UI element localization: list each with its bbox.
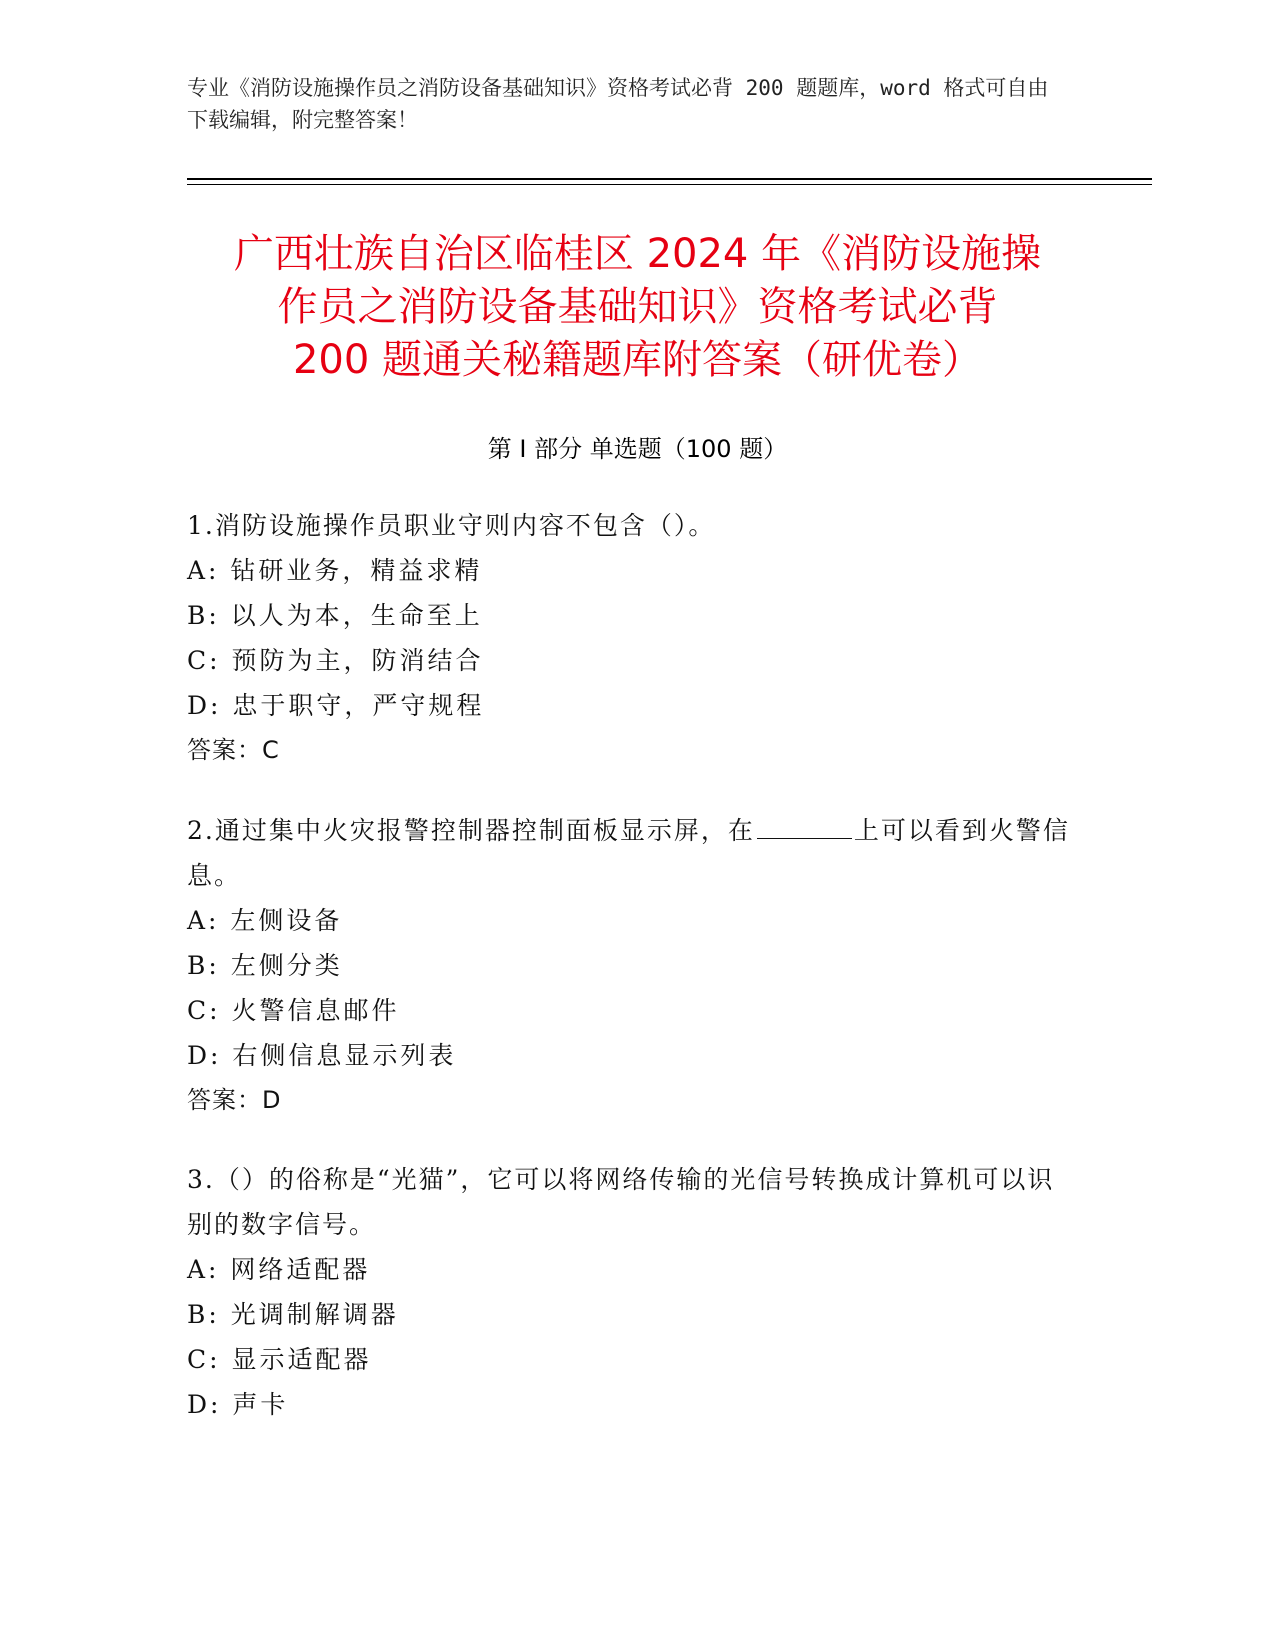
option-c: C: 显示适配器 bbox=[187, 1345, 372, 1374]
header-note: 专业《消防设施操作员之消防设备基础知识》资格考试必背 200 题题库，word 格式可自由下载编辑，附完整答案！ bbox=[187, 76, 1049, 132]
question-3 bbox=[187, 1157, 1077, 1427]
stem-before-blank: 2.通过集中火灾报警控制器控制面板显示屏，在 bbox=[187, 816, 755, 845]
question-stem: 1.消防设施操作员职业守则内容不包含（）。 bbox=[187, 511, 716, 540]
option-d: D: 忠于职守，严守规程 bbox=[187, 691, 485, 720]
answer: 答案：C bbox=[187, 736, 280, 764]
header-divider-thin bbox=[187, 184, 1152, 185]
question-2 bbox=[187, 808, 1077, 1123]
option-b: B: 以人为本，生命至上 bbox=[187, 601, 483, 630]
question-stem: 3.（）的俗称是“光猫”，它可以将网络传输的光信号转换成计算机可以识别的数字信号。 bbox=[187, 1165, 1055, 1239]
option-b: B: 左侧分类 bbox=[187, 951, 343, 980]
fill-blank bbox=[757, 816, 852, 839]
option-a: A: 左侧设备 bbox=[187, 906, 343, 935]
header-divider-thick bbox=[187, 178, 1152, 180]
option-a: A: 钻研业务，精益求精 bbox=[187, 556, 483, 585]
option-c: C: 火警信息邮件 bbox=[187, 996, 400, 1025]
section-heading: 第 I 部分 单选题（100 题） bbox=[487, 435, 788, 463]
title-line-1: 广西壮族自治区临桂区 2024 年《消防设施操 bbox=[233, 231, 1042, 277]
title-line-2: 作员之消防设备基础知识》资格考试必背 bbox=[277, 284, 998, 330]
stem-after-blank: 上可以看到火警信息。 bbox=[187, 816, 1070, 890]
question-1 bbox=[187, 503, 1077, 773]
option-b: B: 光调制解调器 bbox=[187, 1300, 399, 1329]
title-line-3: 200 题通关秘籍题库附答案（研优卷） bbox=[292, 337, 983, 383]
option-d: D: 右侧信息显示列表 bbox=[187, 1041, 457, 1070]
option-c: C: 预防为主，防消结合 bbox=[187, 646, 484, 675]
document-title bbox=[150, 228, 1125, 387]
question-stem bbox=[187, 808, 1077, 898]
answer: 答案：D bbox=[187, 1086, 282, 1114]
option-d: D: 声卡 bbox=[187, 1390, 289, 1419]
option-a: A: 网络适配器 bbox=[187, 1255, 371, 1284]
